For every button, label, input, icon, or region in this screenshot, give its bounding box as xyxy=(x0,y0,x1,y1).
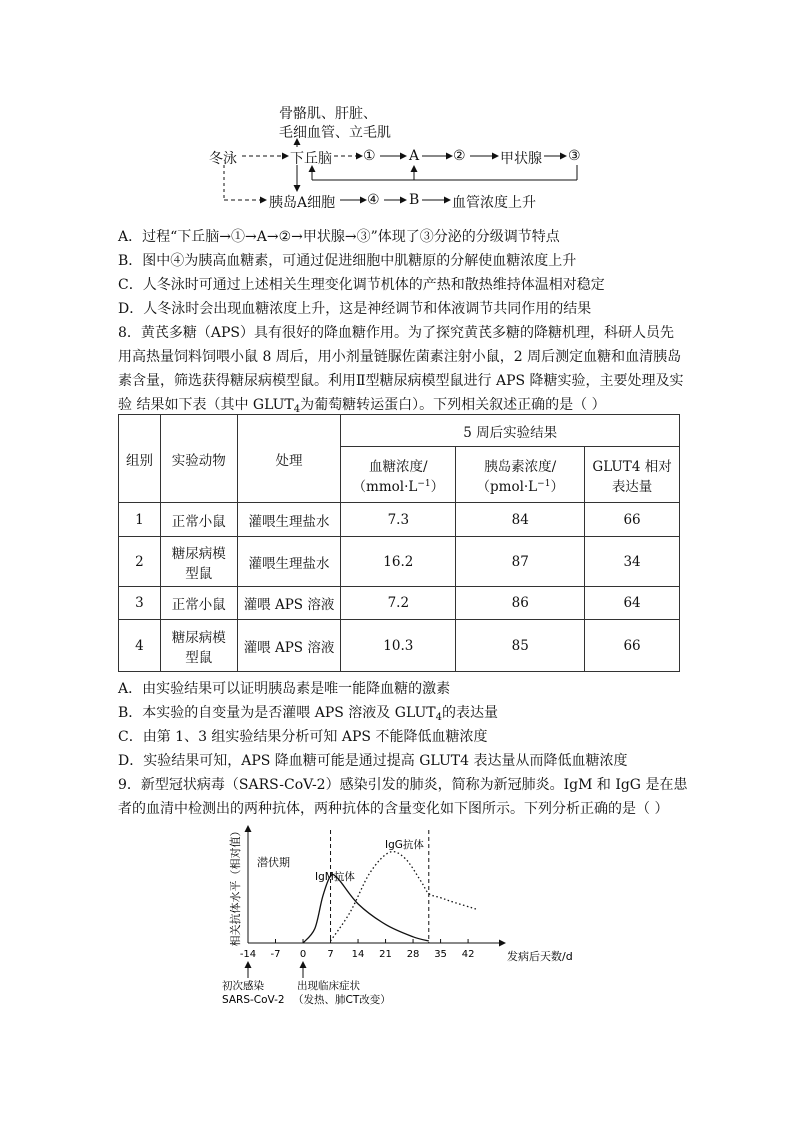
x-tick-label: -14 xyxy=(239,949,257,960)
x-tick-label: -7 xyxy=(270,949,281,960)
x-tick-label: 28 xyxy=(406,949,420,960)
step-3-label: ③ xyxy=(568,148,581,164)
table-row: 2 糖尿病模型鼠 灌喂生理盐水 16.2 87 34 xyxy=(119,537,680,587)
header-glut4: GLUT4 相对 表达量 xyxy=(585,447,680,503)
q9-stem: 9．新型冠状病毒（SARS-CoV-2）感染引发的肺炎，简称为新冠肺炎。IgM 和 IgG 是在患者的血清中检测出的两种抗体，两种抗体的含量变化如下图所示。下列分析正确的是（ ） xyxy=(118,777,688,817)
latent-period-label: 潜伏期 xyxy=(257,856,290,869)
header-group: 组别 xyxy=(119,415,161,503)
target-organs-line2: 毛细血管、立毛肌 xyxy=(279,125,391,141)
q8-option-b: B．本实验的自变量为是否灌喂 APS 溶液及 $GLUT_4$的表达量 xyxy=(118,705,498,723)
igg-curve xyxy=(331,852,476,941)
x-tick-label: 7 xyxy=(327,949,334,960)
x-tick-label: 0 xyxy=(299,949,307,960)
table-row: 3 正常小鼠 灌喂 APS 溶液 7.2 86 64 xyxy=(119,587,680,620)
q8-stem: 8．黄芪多糖（APS）具有很好的降血糖作用。为了探究黄芪多糖的降糖机理，科研人员先用高热量饲料饲喂小鼠 8 周后，用小剂量链脲佐菌素注射小鼠，2 周后测定血糖和血清胰岛素含量，筛选获得糖尿病模型鼠。利用Ⅱ型糖尿病模型鼠进行 APS 降糖实验，主要处理及实验 结果如下表（其中 $GLUT_4$为葡萄糖转运蛋白）。下列相关叙述正确的是（ ） xyxy=(118,325,684,415)
thyroid-label: 甲状腺 xyxy=(500,151,542,167)
igg-label: IgG抗体 xyxy=(385,839,424,851)
y-axis-label: 相关抗体水平（相对值） xyxy=(229,825,242,947)
aps-results-table xyxy=(118,414,680,672)
q8-option-c: C．由第 1、3 组实验结果分析可知 APS 不能降低血糖浓度 xyxy=(118,729,488,745)
q7-option-c: C．人冬泳时可通过上述相关生理变化调节机体的产热和散热维持体温相对稳定 xyxy=(118,277,605,293)
x-tick-label: 35 xyxy=(434,949,447,960)
header-glucose: 血糖浓度/ $(mmol\cdot L^{-1})$ xyxy=(341,447,456,503)
table-row: 1 正常小鼠 灌喂生理盐水 7.3 84 66 xyxy=(119,503,680,537)
x-tick-label: 42 xyxy=(461,949,475,960)
header-treatment: 处理 xyxy=(237,415,341,503)
header-animal: 实验动物 xyxy=(160,415,237,503)
step-2-label: ② xyxy=(453,148,466,164)
infection-label-1: 初次感染 xyxy=(222,980,264,992)
hormone-a-label: A xyxy=(409,148,420,164)
islet-a-cell-label: 胰岛A细胞 xyxy=(269,195,336,211)
igm-label: IgM抗体 xyxy=(315,871,355,883)
q8-option-a: A．由实验结果可以证明胰岛素是唯一能降血糖的激素 xyxy=(118,681,451,697)
q7-option-a: A．过程“下丘脑→①→A→②→甲状腺→③”体现了③分泌的分级调节特点 xyxy=(118,229,560,245)
x-tick-label: 21 xyxy=(379,949,392,960)
table-row: 4 糖尿病模型鼠 灌喂 APS 溶液 10.3 85 66 xyxy=(119,620,680,672)
q7-option-d: D．人冬泳时会出现血糖浓度上升，这是神经调节和体液调节共同作用的结果 xyxy=(118,301,592,317)
onset-label-2: （发热、肺CT改变） xyxy=(293,994,391,1006)
igm-curve xyxy=(303,875,429,943)
infection-label-2: SARS-CoV-2 xyxy=(222,994,285,1006)
step-4-label: ④ xyxy=(367,192,380,208)
onset-label-1: 出现临床症状 xyxy=(297,980,360,992)
header-insulin: 胰岛素浓度/ $(pmol\cdot L^{-1})$ xyxy=(456,447,585,503)
target-organs-line1: 骨骼肌、肝脏、 xyxy=(279,106,377,122)
header-results: 5 周后实验结果 xyxy=(341,415,680,447)
x-axis-label: 发病后天数/d xyxy=(507,950,573,963)
x-tick-label: 14 xyxy=(351,949,365,960)
hypothalamus-label: 下丘脑 xyxy=(290,151,332,167)
step-1-label: ① xyxy=(363,148,376,164)
hormone-b-label: B xyxy=(409,192,420,208)
antibody-chart xyxy=(205,818,595,1008)
blood-level-label: 血管浓度上升 xyxy=(452,195,536,211)
winter-swim-label: 冬泳 xyxy=(209,151,237,167)
q8-option-d: D．实验结果可知，APS 降血糖可能是通过提高 GLUT4 表达量从而降低血糖浓度 xyxy=(118,753,628,769)
q7-option-b: B．图中④为胰高血糖素，可通过促进细胞中肌糖原的分解使血糖浓度上升 xyxy=(118,253,577,269)
